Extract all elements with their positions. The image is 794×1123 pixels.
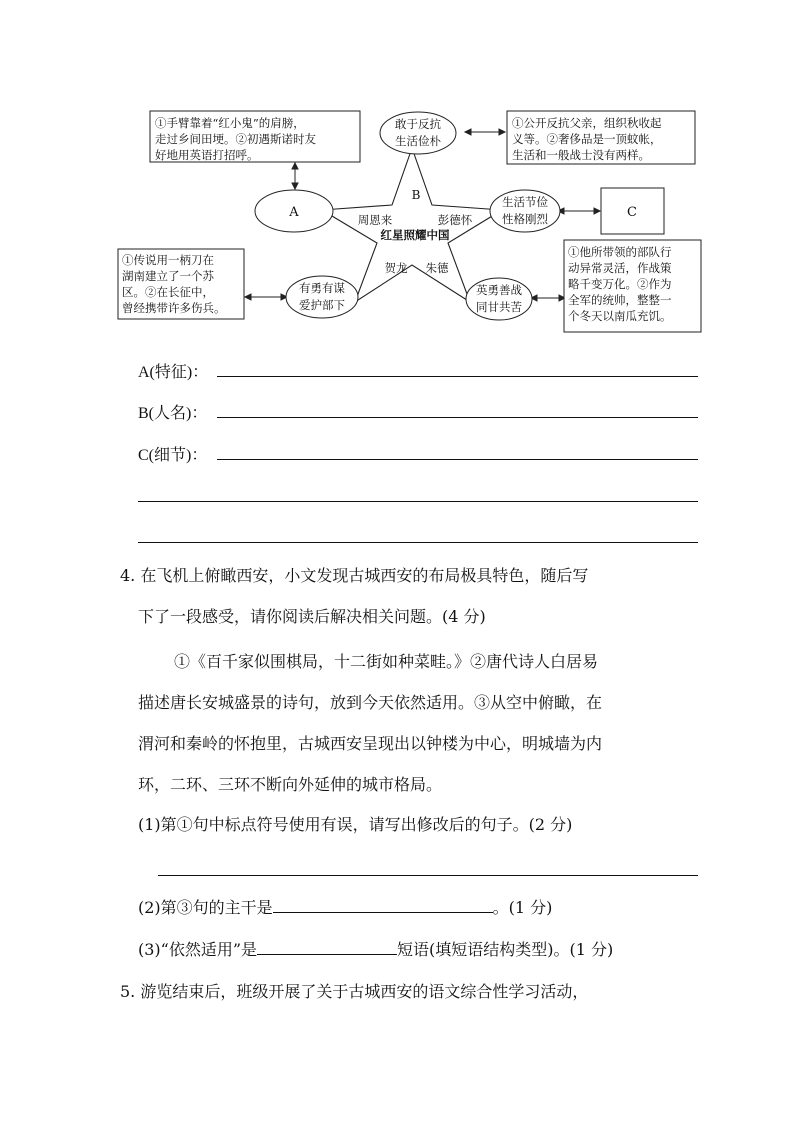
name-zhou-enlai: 周恩来 bbox=[357, 213, 393, 227]
ellipse-right-line2: 性格刚烈 bbox=[502, 212, 548, 226]
name-peng-dehuai: 彭德怀 bbox=[437, 213, 473, 227]
q4-sub2-text bbox=[138, 898, 552, 918]
blank-b-label: B bbox=[411, 188, 421, 202]
answer-line-q4-1[interactable] bbox=[158, 875, 698, 876]
answer-line-c-extra-1[interactable] bbox=[138, 501, 698, 502]
box-top-right-line3: 生活和一般战士没有两样。 bbox=[512, 148, 650, 162]
box-right-line2: 动异常灵活，作战策 bbox=[568, 261, 672, 275]
box-right-line1: ①他所带领的部队行 bbox=[568, 245, 672, 259]
box-right-line3: 略千变万化。②作为 bbox=[568, 277, 672, 291]
answer-blank-q4-2[interactable] bbox=[273, 898, 493, 913]
q5-line1: 5. 游览结束后，班级开展了关于古城西安的语文综合性学习活动， bbox=[120, 982, 589, 1001]
q4-sub2-post: 。(1 分) bbox=[492, 898, 553, 917]
box-right-line5: 个冬天以南瓜充饥。 bbox=[568, 309, 672, 323]
q4-passage-line3: 渭河和秦岭的怀抱里，古城西安呈现出以钟楼为中心，明城墙为内 bbox=[138, 734, 603, 753]
q4-sub3-pre: (3)“依然适用”是 bbox=[138, 940, 258, 959]
ellipse-bottom-right-line1: 英勇善战 bbox=[476, 283, 522, 297]
answer-blank-q4-3[interactable] bbox=[257, 940, 397, 955]
q4-sub3-post: 短语(填短语结构类型)。(1 分) bbox=[397, 940, 614, 959]
answer-line-a[interactable] bbox=[217, 376, 698, 377]
ellipse-top-line2: 生活俭朴 bbox=[395, 134, 441, 148]
box-c-label: C bbox=[627, 205, 637, 220]
box-top-right-line1: ①公开反抗父亲，组织秋收起 bbox=[512, 116, 662, 130]
box-left-line1: ①传说用一柄刀在 bbox=[122, 253, 214, 267]
box-top-left-line2: 走过乡间田埂。②初遇斯诺时友 bbox=[155, 132, 316, 146]
ellipse-right-line1: 生活节俭 bbox=[502, 195, 548, 209]
label-a-feature: A(特征)： bbox=[138, 364, 209, 381]
label-b-name: B(人名)： bbox=[138, 405, 208, 422]
q4-passage-line2: 描述唐长安城盛景的诗句，放到今天依然适用。③从空中俯瞰，在 bbox=[138, 693, 603, 712]
ellipse-top-line1: 敢于反抗 bbox=[395, 117, 441, 131]
box-left-line3: 区。②在长征中， bbox=[122, 285, 214, 299]
name-he-long: 贺龙 bbox=[384, 261, 408, 275]
q4-line1: 4. 在飞机上俯瞰西安，小文发现古城西安的布局极具特色，随后写 bbox=[120, 566, 589, 585]
character-diagram bbox=[0, 0, 794, 345]
ellipse-bottom-right-line2: 同甘共苦 bbox=[476, 300, 522, 314]
answer-line-c[interactable] bbox=[217, 459, 698, 460]
box-left-line4: 曾经携带许多伤兵。 bbox=[122, 301, 226, 315]
box-right-line4: 全军的统帅，整整一 bbox=[568, 293, 672, 307]
star-shape bbox=[322, 148, 502, 302]
q4-sub3-text bbox=[138, 940, 613, 960]
box-top-left-line1: ①手臂靠着“红小鬼”的肩膀， bbox=[155, 116, 305, 130]
center-title: 红星照耀中国 bbox=[380, 228, 450, 242]
name-zhu-de: 朱德 bbox=[425, 261, 449, 275]
q4-passage-line4: 环，二环、三环不断向外延伸的城市格局。 bbox=[138, 775, 443, 794]
ellipse-bottom-left-line1: 有勇有谋 bbox=[299, 281, 345, 295]
answer-line-b[interactable] bbox=[217, 417, 698, 418]
label-c-detail: C(细节)： bbox=[138, 447, 208, 464]
box-left-line2: 湖南建立了一个苏 bbox=[122, 269, 214, 283]
q4-sub2-pre: (2)第③句的主干是 bbox=[138, 898, 273, 917]
q4-line2: 下了一段感受，请你阅读后解决相关问题。(4 分) bbox=[138, 607, 486, 626]
ellipse-a-label: A bbox=[289, 205, 299, 220]
box-top-left-line3: 好地用英语打招呼。 bbox=[155, 148, 259, 162]
q4-sub1: (1)第①句中标点符号使用有误，请写出修改后的句子。(2 分) bbox=[138, 815, 573, 834]
q4-passage-line1: ①《百千家似围棋局，十二街如种菜畦。》②唐代诗人白居易 bbox=[174, 652, 599, 671]
answer-line-c-extra-2[interactable] bbox=[138, 542, 698, 543]
ellipse-bottom-left-line2: 爱护部下 bbox=[299, 298, 345, 312]
box-top-right-line2: 义等。②奢侈品是一顶蚊帐， bbox=[512, 132, 662, 146]
